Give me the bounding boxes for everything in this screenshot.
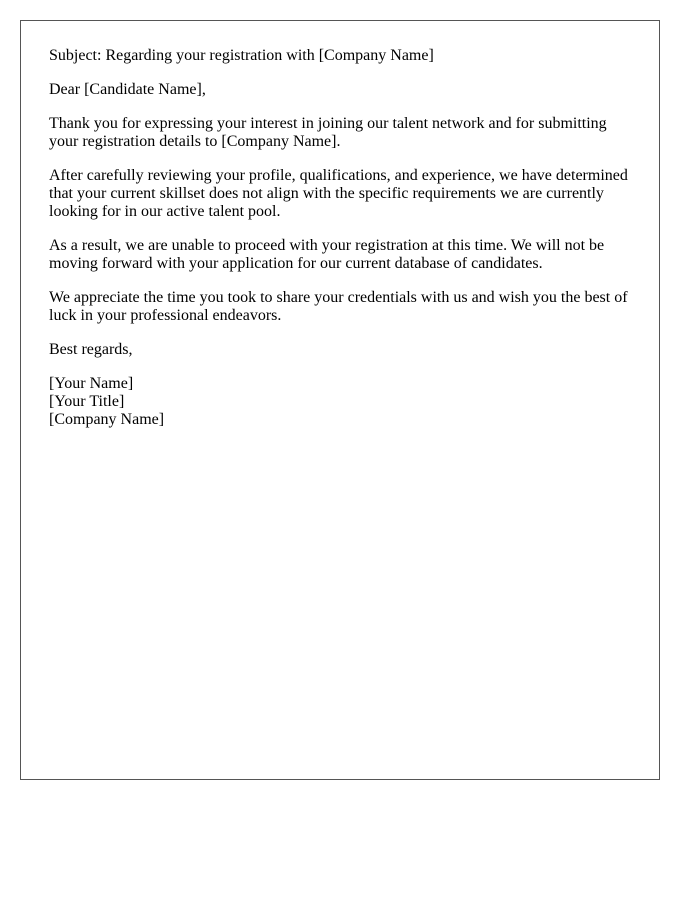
letter-paragraph-2: After carefully reviewing your profile, qualifications, and experience, we have determined that your current skillset does not align with the specific requirements we are currently looking for in our active talent pool. <box>49 167 628 220</box>
letter-paragraph-3: As a result, we are unable to proceed with your registration at this time. We will not be moving forward with your application for our current database of candidates. <box>49 237 605 272</box>
signature-block <box>49 375 631 429</box>
letter-salutation: Dear [Candidate Name], <box>49 81 206 98</box>
letter-paragraph-4: We appreciate the time you took to share your credentials with us and wish you the best of luck in your professional endeavors. <box>49 289 628 324</box>
letter-subject: Subject: Regarding your registration with [Company Name] <box>49 47 434 64</box>
signature-company: [Company Name] <box>49 411 165 428</box>
signature-title: [Your Title] <box>49 393 125 410</box>
letter-page <box>20 20 660 780</box>
signature-name: [Your Name] <box>49 375 134 392</box>
letter-closing: Best regards, <box>49 341 133 358</box>
letter-paragraph-1: Thank you for expressing your interest in joining our talent network and for submitting your registration details to [Company Name]. <box>49 115 607 150</box>
